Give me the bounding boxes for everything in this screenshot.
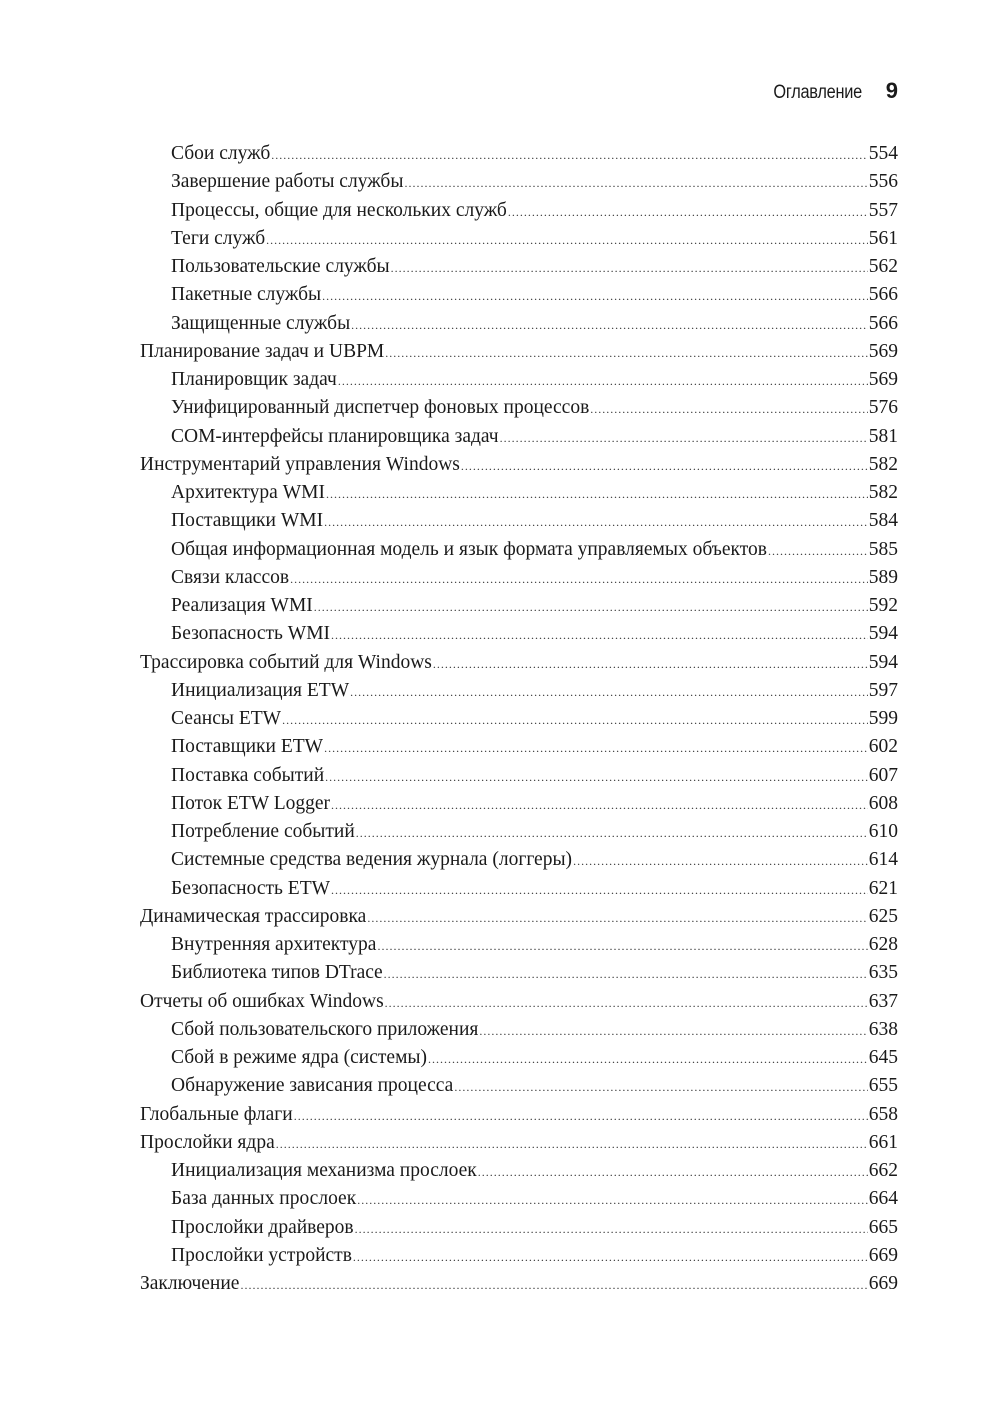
toc-subsection-entry <box>140 394 898 422</box>
toc-subsection-entry <box>140 1242 898 1270</box>
toc-entry-page-number: 661 <box>868 1131 898 1153</box>
toc-entry-title: Пакетные службы <box>171 284 322 306</box>
running-title: Оглавление <box>773 82 862 103</box>
toc-entry-title: Унифицированный диспетчер фоновых процессов <box>171 397 590 419</box>
toc-entry-title: Глобальные флаги <box>140 1103 293 1125</box>
toc-entry-page-number: 664 <box>868 1188 898 1210</box>
toc-entry-title: Сеансы ETW <box>171 708 282 729</box>
page-number: 9 <box>885 78 898 103</box>
toc-entry-page-number: 594 <box>868 651 898 673</box>
toc-subsection-entry <box>140 225 898 253</box>
toc-entry-title: Пользовательские службы <box>171 256 390 277</box>
toc-entry-title: Трассировка событий для Windows <box>140 651 432 673</box>
toc-dot-leader <box>391 253 868 282</box>
toc-entry-page-number: 645 <box>868 1047 898 1068</box>
toc-entry-title: Прослойки ядра <box>140 1131 275 1153</box>
toc-dot-leader <box>573 846 868 875</box>
toc-subsection-entry <box>140 875 898 903</box>
toc-entry-page-number: 554 <box>868 143 898 164</box>
toc-entry-page-number: 576 <box>868 397 898 419</box>
toc-entry-page-number: 581 <box>868 425 898 447</box>
toc-entry-page-number: 635 <box>868 962 898 984</box>
toc-subsection-entry <box>140 1157 898 1185</box>
toc-dot-leader <box>276 1129 868 1158</box>
toc-dot-leader <box>282 705 868 734</box>
toc-entry-title: Потребление событий <box>171 821 355 842</box>
toc-dot-leader <box>384 959 868 988</box>
toc-entry-title: Инструментарий управления Windows <box>140 453 460 475</box>
toc-entry-page-number: 597 <box>868 679 898 701</box>
toc-entry-page-number: 628 <box>868 934 898 955</box>
toc-entry-title: Динамическая трассировка <box>140 905 367 927</box>
toc-entry-title: Прослойки драйверов <box>171 1216 354 1238</box>
toc-subsection-entry <box>140 423 898 451</box>
toc-dot-leader <box>331 875 868 904</box>
toc-entry-page-number: 589 <box>868 566 898 588</box>
toc-section-entry <box>140 338 898 366</box>
toc-subsection-entry <box>140 733 898 761</box>
toc-dot-leader <box>325 762 868 791</box>
toc-dot-leader <box>428 1044 868 1073</box>
toc-entry-title: Прослойки устройств <box>171 1244 352 1266</box>
toc-entry-title: Инициализация механизма прослоек <box>171 1160 477 1181</box>
toc-entry-page-number: 592 <box>868 595 898 616</box>
toc-dot-leader <box>500 423 868 452</box>
toc-dot-leader <box>326 479 868 508</box>
toc-dot-leader <box>461 451 868 480</box>
toc-entry-page-number: 599 <box>868 708 898 729</box>
toc-subsection-entry <box>140 762 898 790</box>
toc-subsection-entry <box>140 253 898 281</box>
toc-entry-page-number: 569 <box>868 340 898 362</box>
toc-entry-page-number: 582 <box>868 453 898 475</box>
toc-entry-title: Теги служб <box>171 227 266 249</box>
toc-entry-page-number: 607 <box>868 764 898 786</box>
toc-dot-leader <box>324 733 868 762</box>
toc-subsection-entry <box>140 1185 898 1213</box>
toc-entry-page-number: 582 <box>868 482 898 503</box>
toc-entry-title: Сбой в режиме ядра (системы) <box>171 1047 428 1068</box>
toc-subsection-entry <box>140 479 898 507</box>
toc-subsection-entry <box>140 846 898 874</box>
toc-entry-title: Завершение работы службы <box>171 171 404 193</box>
toc-entry-title: Обнаружение зависания процесса <box>171 1075 454 1097</box>
toc-entry-page-number: 658 <box>868 1103 898 1125</box>
toc-entry-page-number: 594 <box>868 623 898 645</box>
toc-subsection-entry <box>140 818 898 846</box>
toc-subsection-entry <box>140 705 898 733</box>
toc-entry-title: Заключение <box>140 1273 240 1294</box>
toc-entry-title: Инициализация ETW <box>171 679 350 701</box>
toc-entry-title: Поток ETW Logger <box>171 792 330 814</box>
toc-section-entry <box>140 1270 898 1298</box>
toc-entry-title: Связи классов <box>171 566 290 588</box>
toc-dot-leader <box>385 988 868 1017</box>
toc-dot-leader <box>240 1270 867 1299</box>
toc-entry-title: Сбои служб <box>171 143 271 164</box>
toc-entry-page-number: 669 <box>868 1273 898 1294</box>
table-of-contents <box>140 140 898 1298</box>
toc-entry-title: Безопасность ETW <box>171 877 331 899</box>
toc-dot-leader <box>478 1157 868 1186</box>
toc-dot-leader <box>271 140 868 169</box>
toc-entry-title: Архитектура WMI <box>171 482 325 503</box>
toc-entry-title: Поставка событий <box>171 764 325 786</box>
toc-dot-leader <box>385 338 867 367</box>
toc-subsection-entry <box>140 1044 898 1072</box>
toc-dot-leader <box>338 366 868 395</box>
toc-subsection-entry <box>140 931 898 959</box>
toc-dot-leader <box>350 677 868 706</box>
toc-subsection-entry <box>140 959 898 987</box>
toc-subsection-entry <box>140 197 898 225</box>
toc-dot-leader <box>377 931 867 960</box>
toc-entry-page-number: 621 <box>868 877 898 899</box>
toc-subsection-entry <box>140 592 898 620</box>
toc-subsection-entry <box>140 620 898 648</box>
toc-entry-title: Поставщики WMI <box>171 510 324 532</box>
toc-dot-leader <box>331 620 868 649</box>
toc-subsection-entry <box>140 790 898 818</box>
toc-entry-page-number: 566 <box>868 284 898 306</box>
toc-entry-page-number: 665 <box>868 1216 898 1238</box>
toc-entry-page-number: 625 <box>868 905 898 927</box>
running-head <box>759 78 898 108</box>
toc-entry-title: Планировщик задач <box>171 369 337 390</box>
toc-subsection-entry <box>140 564 898 592</box>
toc-entry-page-number: 602 <box>868 736 898 758</box>
toc-subsection-entry <box>140 1072 898 1100</box>
toc-entry-page-number: 561 <box>868 227 898 249</box>
toc-entry-title: Системные средства ведения журнала (логгеры) <box>171 849 573 871</box>
toc-entry-page-number: 584 <box>868 510 898 532</box>
toc-dot-leader <box>351 310 868 339</box>
toc-dot-leader <box>294 1101 868 1130</box>
toc-subsection-entry <box>140 168 898 196</box>
toc-dot-leader <box>433 649 868 678</box>
toc-dot-leader <box>266 225 868 254</box>
toc-subsection-entry <box>140 507 898 535</box>
toc-entry-page-number: 608 <box>868 792 898 814</box>
toc-entry-title: База данных прослоек <box>171 1188 357 1210</box>
toc-subsection-entry <box>140 536 898 564</box>
toc-entry-title: Реализация WMI <box>171 595 313 616</box>
toc-subsection-entry <box>140 677 898 705</box>
toc-subsection-entry <box>140 310 898 338</box>
toc-entry-page-number: 556 <box>868 171 898 193</box>
toc-dot-leader <box>367 903 867 932</box>
toc-entry-page-number: 557 <box>868 199 898 221</box>
toc-entry-title: Сбой пользовательского приложения <box>171 1018 479 1040</box>
toc-subsection-entry <box>140 281 898 309</box>
toc-entry-page-number: 566 <box>868 312 898 334</box>
toc-entry-page-number: 562 <box>868 256 898 277</box>
toc-subsection-entry <box>140 140 898 168</box>
toc-entry-page-number: 638 <box>868 1018 898 1040</box>
toc-dot-leader <box>590 394 867 423</box>
toc-entry-title: COM-интерфейсы планировщика задач <box>171 425 499 447</box>
toc-section-entry <box>140 649 898 677</box>
toc-section-entry <box>140 903 898 931</box>
toc-entry-page-number: 669 <box>868 1244 898 1266</box>
toc-dot-leader <box>314 592 868 621</box>
toc-dot-leader <box>353 1242 868 1271</box>
toc-dot-leader <box>404 168 867 197</box>
toc-entry-page-number: 569 <box>868 369 898 390</box>
toc-dot-leader <box>357 1185 868 1214</box>
toc-entry-title: Внутренняя архитектура <box>171 934 377 955</box>
toc-entry-title: Библиотека типов DTrace <box>171 962 383 984</box>
toc-dot-leader <box>331 790 868 819</box>
toc-entry-title: Защищенные службы <box>171 312 351 334</box>
toc-entry-title: Общая информационная модель и язык формата управляемых объектов <box>171 538 767 560</box>
toc-dot-leader <box>479 1016 867 1045</box>
toc-section-entry <box>140 451 898 479</box>
toc-entry-page-number: 585 <box>868 538 898 560</box>
toc-dot-leader <box>454 1072 867 1101</box>
toc-entry-title: Безопасность WMI <box>171 623 331 645</box>
toc-subsection-entry <box>140 366 898 394</box>
toc-entry-title: Отчеты об ошибках Windows <box>140 990 384 1012</box>
toc-entry-title: Поставщики ETW <box>171 736 324 758</box>
toc-subsection-entry <box>140 1214 898 1242</box>
toc-entry-page-number: 614 <box>868 849 898 871</box>
toc-entry-page-number: 637 <box>868 990 898 1012</box>
toc-dot-leader <box>355 1214 868 1243</box>
toc-entry-page-number: 655 <box>868 1075 898 1097</box>
toc-dot-leader <box>324 507 868 536</box>
toc-dot-leader <box>322 281 868 310</box>
toc-dot-leader <box>290 564 868 593</box>
toc-dot-leader <box>508 197 868 226</box>
toc-entry-page-number: 662 <box>868 1160 898 1181</box>
toc-dot-leader <box>356 818 868 847</box>
toc-dot-leader <box>768 536 868 565</box>
toc-section-entry <box>140 988 898 1016</box>
toc-section-entry <box>140 1101 898 1129</box>
toc-entry-title: Планирование задач и UBPM <box>140 340 385 362</box>
toc-subsection-entry <box>140 1016 898 1044</box>
toc-section-entry <box>140 1129 898 1157</box>
toc-entry-page-number: 610 <box>868 821 898 842</box>
toc-entry-title: Процессы, общие для нескольких служб <box>171 199 507 221</box>
